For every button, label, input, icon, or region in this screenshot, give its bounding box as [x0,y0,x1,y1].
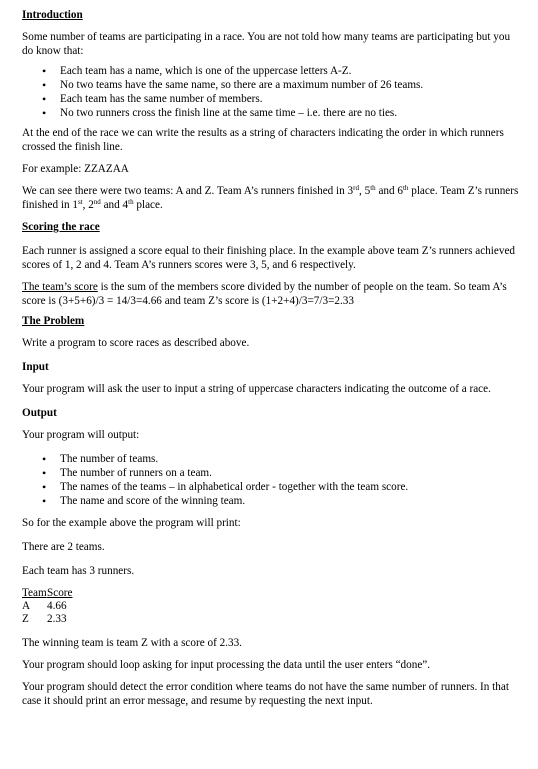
introduction-heading: Introduction [22,9,83,21]
scoring-heading: Scoring the race [22,221,100,233]
results-paragraph: At the end of the race we can write the results as a string of characters indicating the order in which runners crossed the finish line. [22,127,504,153]
list-item: • Each team has a name, which is one of the uppercase letters A-Z. [60,64,520,78]
winner-line: The winning team is team Z with a score of 2.33. [22,637,242,649]
table-header-row [22,587,72,600]
table-row [22,600,72,613]
intro-bullet-list [22,64,520,120]
output-heading: Output [22,407,57,419]
print-intro: So for the example above the program will print: [22,517,241,529]
list-item: • No two teams have the same name, so there are a maximum number of 26 teams. [60,78,520,92]
example-string: For example: ZZAZAA [22,163,129,175]
loop-paragraph: Your program should loop asking for input processing the data until the user enters “done”. [22,659,431,671]
problem-heading: The Problem [22,315,85,327]
output-line-teams: There are 2 teams. [22,541,105,553]
table-header: Score [47,587,73,599]
input-paragraph: Your program will ask the user to input a string of uppercase characters indicating the outcome of a race. [22,383,491,395]
problem-paragraph: Write a program to score races as described above. [22,337,250,349]
table-cell: 4.66 [47,600,67,612]
list-item: • The number of teams. [60,452,520,466]
list-item: • The number of runners on a team. [60,466,520,480]
list-item: • No two runners cross the finish line at the same time – i.e. there are no ties. [60,106,520,120]
output-intro: Your program will output: [22,429,140,441]
error-paragraph: Your program should detect the error condition where teams do not have the same number of runners. In that case it should print an error message, and resume by requesting the next input. [22,681,509,707]
table-cell: A [22,600,31,612]
scoring-paragraph: Each runner is assigned a score equal to their finishing place. In the example above team Z’s runners achieved scores of 1, 2 and 4. Team A’s runners scores were 3, 5, and 6 respectively. [22,245,515,271]
score-table [22,587,72,626]
list-item: • Each team has the same number of members. [60,92,520,106]
list-item: • The name and score of the winning team. [60,494,520,508]
table-cell: Z [22,613,29,625]
output-bullet-list [22,452,520,508]
team-score-paragraph: The team’s score is the sum of the members score divided by the number of people on the team. So team A’s score is (3+5+6)/3 = 14/3=4.66 and team Z’s score is (1+2+4)/3=7/3=2.33 [22,281,507,307]
intro-paragraph: Some number of teams are participating in a race. You are not told how many teams are participating but you do know that: [22,31,511,57]
input-heading: Input [22,361,49,373]
list-item: • The names of the teams – in alphabetical order - together with the team score. [60,480,520,494]
output-line-runners: Each team has 3 runners. [22,565,135,577]
table-cell: 2.33 [47,613,67,625]
table-header: Team [22,587,47,599]
table-row [22,613,72,626]
teams-paragraph: We can see there were two teams: A and Z. Team A’s runners finished in 3rd, 5th and 6th place. Team Z’s runners finished in 1st, 2nd and 4th place. [22,184,519,211]
